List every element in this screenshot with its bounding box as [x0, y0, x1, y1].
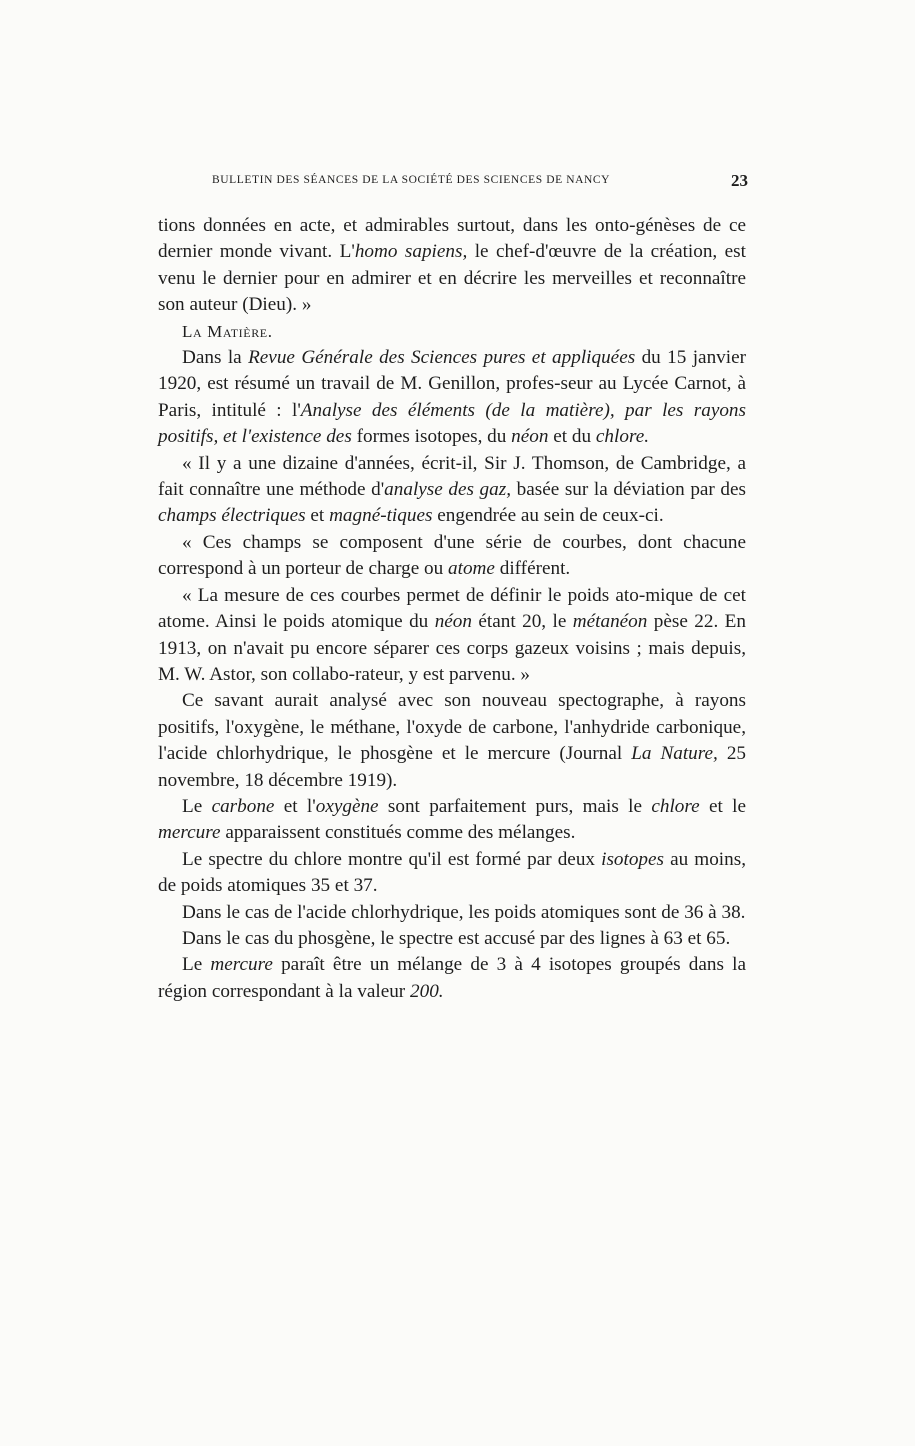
text-run: paraît être un mélange de 3 à 4 isotopes groupés dans la région correspondant à la valeur: [158, 954, 746, 1002]
italic-run: La Nature,: [631, 743, 718, 765]
paragraph: [158, 688, 746, 794]
italic-run: chlore: [651, 795, 700, 817]
italic-run: mercure: [210, 954, 273, 976]
text-run: Le: [182, 795, 212, 817]
paragraph: [158, 345, 746, 451]
italic-run: métanéon: [572, 611, 648, 633]
paragraph: Dans le cas de l'acide chlorhydrique, les poids atomiques sont de 36 à 38.: [182, 901, 746, 923]
text-run: sont parfaitement purs, mais le: [378, 795, 652, 817]
text-run: différent.: [494, 558, 571, 580]
text-run: 25 novembre, 18 décembre 1919).: [158, 743, 747, 791]
text-run: le chef-d'œuvre de la création, est venu le dernier pour en admirer et en décrire les merveilles et reconnaître son auteur (Dieu). »: [158, 241, 746, 316]
text-run: et l': [274, 795, 316, 817]
text-run: et: [305, 505, 330, 527]
text-run: Le spectre du chlore montre qu'il est formé par deux: [182, 848, 602, 870]
italic-run: oxygène: [315, 795, 379, 817]
italic-run: 200.: [410, 980, 444, 1002]
paragraph: Dans le cas du phosgène, le spectre est accusé par des lignes à 63 et 65.: [182, 927, 731, 949]
italic-run: Revue Générale des Sciences pures et appliquées: [248, 347, 636, 369]
text-run: Ce savant aurait analysé avec son nouveau spectographe, à rayons positifs, l'oxygène, le méthane, l'oxyde de carbone, l'anhydride carbonique, l'acide chlorhydrique, le phosgène et le mercure (Journal: [158, 690, 746, 765]
italic-run: Analyse des éléments (de la matière), par les rayons positifs, et l'existence des: [158, 399, 746, 448]
text-run: basée sur la déviation par des: [511, 479, 746, 501]
text-run: pèse 22. En 1913, on n'avait pu encore séparer ces corps gazeux voisins ; mais depuis, M. W. Astor, son collabo-rateur, y est parvenu. »: [158, 611, 746, 685]
paragraph: [158, 794, 746, 847]
paragraph: [158, 847, 746, 900]
italic-run: champs électriques: [158, 505, 306, 527]
italic-run: homo sapiens,: [354, 241, 468, 263]
italic-run: néon: [434, 611, 472, 633]
italic-run: mercure: [158, 822, 221, 844]
running-title: BULLETIN DES SÉANCES DE LA SOCIÉTÉ DES SCIENCES DE NANCY: [212, 174, 611, 186]
italic-run: atome: [448, 558, 495, 580]
text-run: « Il y a une dizaine d'années, écrit-il, Sir J. Thomson, de Cambridge, a fait connaître une méthode d': [158, 452, 746, 501]
text-run: au moins, de poids atomiques 35 et 37.: [158, 848, 746, 897]
text-run: Dans la: [182, 347, 249, 369]
text-run: tions données en acte, et admirables surtout, dans les onto-génèses de ce dernier monde vivant. L': [158, 215, 746, 263]
text-run: du 15 janvier 1920, est résumé un travail de M. Genillon, profes-seur au Lycée Carnot, à Paris, intitulé : l': [158, 347, 746, 421]
paragraph-continuation: [158, 213, 746, 319]
paragraph: [158, 451, 746, 530]
section-title: [158, 319, 746, 345]
italic-run: isotopes: [601, 848, 665, 870]
text-run: étant 20, le: [472, 611, 573, 633]
text-run: apparaissent constitués comme des mélanges.: [220, 822, 576, 844]
paragraph: [158, 530, 746, 583]
section-title-text: La Matière.: [182, 321, 273, 341]
text-run: « La mesure de ces courbes permet de définir le poids ato-mique de cet atome. Ainsi le poids atomique du: [158, 584, 746, 633]
page-number: 23: [731, 171, 748, 190]
text-run: « Ces champs se composent d'une série de courbes, dont chacune correspond à un porteur de charge ou: [158, 531, 746, 580]
paragraph: [158, 952, 746, 1005]
italic-run: magné-tiques: [329, 505, 433, 527]
italic-run: carbone: [211, 795, 275, 817]
text-run: et du: [548, 426, 596, 448]
paragraph: [158, 583, 746, 689]
italic-run: chlore.: [595, 426, 650, 448]
text-run: Le: [182, 954, 211, 976]
text-run: et le: [699, 795, 746, 817]
italic-run: analyse des gaz,: [384, 479, 512, 501]
text-run: engendrée au sein de ceux-ci.: [432, 505, 664, 527]
text-run: formes isotopes, du: [351, 426, 512, 448]
body-text: [158, 213, 746, 1005]
italic-run: néon: [511, 426, 549, 448]
